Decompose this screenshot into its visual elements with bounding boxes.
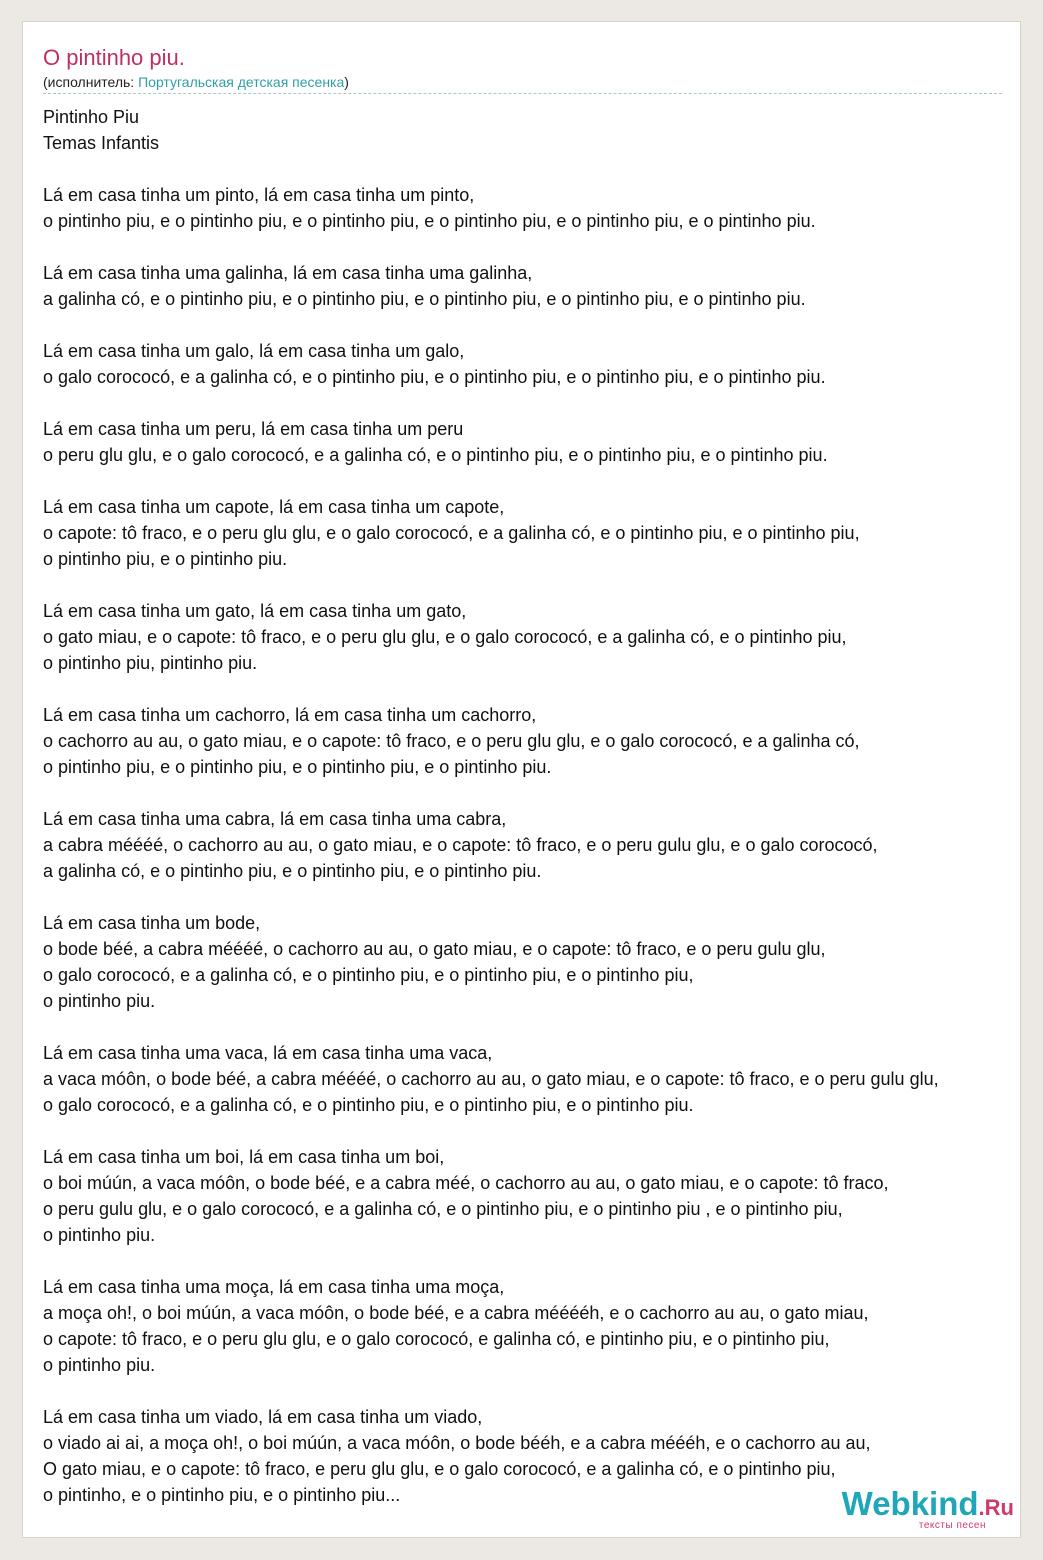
stanza bbox=[43, 598, 939, 676]
stanza bbox=[43, 416, 939, 468]
lyric-line: Lá em casa tinha um gato, lá em casa tinha um gato, bbox=[43, 601, 467, 621]
lyric-line: o capote: tô fraco, e o peru glu glu, e o galo corococó, e galinha có, e pintinho piu, e o pintinho piu, bbox=[43, 1329, 830, 1349]
lyric-line: O gato miau, e o capote: tô fraco, e peru glu glu, e o galo corococó, e a galinha có, e o pintinho piu, bbox=[43, 1459, 836, 1479]
stanza bbox=[43, 1040, 939, 1118]
stanza bbox=[43, 494, 939, 572]
stanza bbox=[43, 806, 939, 884]
logo-tld: .Ru bbox=[978, 1495, 1014, 1520]
lyric-line: Lá em casa tinha uma galinha, lá em casa tinha uma galinha, bbox=[43, 263, 533, 283]
lyric-line: o galo corococó, e a galinha có, e o pintinho piu, e o pintinho piu, e o pintinho piu, bbox=[43, 965, 694, 985]
lyric-line: o pintinho piu, e o pintinho piu, e o pintinho piu, e o pintinho piu, e o pintinho piu, e o pintinho piu. bbox=[43, 211, 816, 231]
lyric-line: o pintinho, e o pintinho piu, e o pintinho piu... bbox=[43, 1485, 401, 1505]
stanza bbox=[43, 338, 939, 390]
lyric-line: o pintinho piu. bbox=[43, 1355, 156, 1375]
stanza-gap bbox=[43, 1248, 939, 1274]
logo-wordmark: Webkind bbox=[841, 1485, 979, 1522]
lyric-line: a galinha có, e o pintinho piu, e o pintinho piu, e o pintinho piu. bbox=[43, 861, 542, 881]
lyric-line: a vaca móôn, o bode béé, a cabra méééé, o cachorro au au, o gato miau, e o capote: tô fraco, e o peru gulu glu, bbox=[43, 1069, 939, 1089]
lyric-line: Lá em casa tinha uma vaca, lá em casa tinha uma vaca, bbox=[43, 1043, 493, 1063]
stanza bbox=[43, 260, 939, 312]
stanza-gap bbox=[43, 1378, 939, 1404]
stanza-gap bbox=[43, 468, 939, 494]
lyric-line: Lá em casa tinha uma moça, lá em casa tinha uma moça, bbox=[43, 1277, 505, 1297]
stanza bbox=[43, 1274, 939, 1378]
lyric-line: o pintinho piu. bbox=[43, 991, 156, 1011]
lyric-line: Lá em casa tinha um galo, lá em casa tinha um galo, bbox=[43, 341, 465, 361]
lyric-line: o viado ai ai, a moça oh!, o boi múún, a vaca móôn, o bode bééh, e a cabra méééh, e o cachorro au au, bbox=[43, 1433, 871, 1453]
lyric-line: Lá em casa tinha um capote, lá em casa tinha um capote, bbox=[43, 497, 505, 517]
artist-link[interactable]: Португальская детская песенка bbox=[138, 74, 345, 90]
stanza-gap bbox=[43, 884, 939, 910]
lyric-line: Lá em casa tinha um viado, lá em casa tinha um viado, bbox=[43, 1407, 483, 1427]
lyric-line: Lá em casa tinha um bode, bbox=[43, 913, 261, 933]
lyric-line: o bode béé, a cabra méééé, o cachorro au au, o gato miau, e o capote: tô fraco, e o peru gulu glu, bbox=[43, 939, 826, 959]
stanza-gap bbox=[43, 156, 939, 182]
lyric-line: o pintinho piu, pintinho piu. bbox=[43, 653, 258, 673]
stanza bbox=[43, 104, 939, 156]
byline-suffix: ) bbox=[344, 74, 349, 90]
dashed-divider bbox=[43, 93, 1002, 94]
stanza-gap bbox=[43, 1014, 939, 1040]
stanza-gap bbox=[43, 676, 939, 702]
stanza-gap bbox=[43, 390, 939, 416]
lyric-line: o pintinho piu, e o pintinho piu. bbox=[43, 549, 288, 569]
lyric-line: Lá em casa tinha um pinto, lá em casa tinha um pinto, bbox=[43, 185, 475, 205]
stanza bbox=[43, 1404, 939, 1508]
stanza bbox=[43, 910, 939, 1014]
stanza-gap bbox=[43, 312, 939, 338]
lyric-line: o peru gulu glu, e o galo corococó, e a galinha có, e o pintinho piu, e o pintinho piu , e o pintinho piu, bbox=[43, 1199, 843, 1219]
lyric-line: o boi múún, a vaca móôn, o bode béé, e a cabra méé, o cachorro au au, o gato miau, e o capote: tô fraco, bbox=[43, 1173, 889, 1193]
lyric-line: o capote: tô fraco, e o peru glu glu, e o galo corococó, e a galinha có, e o pintinho piu, e o pintinho piu, bbox=[43, 523, 860, 543]
artist-byline bbox=[43, 73, 349, 91]
lyric-line: Lá em casa tinha um cachorro, lá em casa tinha um cachorro, bbox=[43, 705, 537, 725]
lyric-line: o galo corococó, e a galinha có, e o pintinho piu, e o pintinho piu, e o pintinho piu, e o pintinho piu. bbox=[43, 367, 826, 387]
lyric-line: o pintinho piu, e o pintinho piu, e o pintinho piu, e o pintinho piu. bbox=[43, 757, 552, 777]
lyric-line: o gato miau, e o capote: tô fraco, e o peru glu glu, e o galo corococó, e a galinha có, e o pintinho piu, bbox=[43, 627, 847, 647]
lyric-line: a moça oh!, o boi múún, a vaca móôn, o bode béé, e a cabra mééééh, e o cachorro au au, o gato miau, bbox=[43, 1303, 869, 1323]
lyric-line: a galinha có, e o pintinho piu, e o pintinho piu, e o pintinho piu, e o pintinho piu, e o pintinho piu. bbox=[43, 289, 806, 309]
stanza bbox=[43, 702, 939, 780]
lyric-line: Lá em casa tinha um peru, lá em casa tinha um peru bbox=[43, 419, 464, 439]
stanza-gap bbox=[43, 1118, 939, 1144]
lyric-line: o peru glu glu, e o galo corococó, e a galinha có, e o pintinho piu, e o pintinho piu, e o pintinho piu. bbox=[43, 445, 828, 465]
lyric-line: o galo corococó, e a galinha có, e o pintinho piu, e o pintinho piu, e o pintinho piu. bbox=[43, 1095, 694, 1115]
lyric-line: Pintinho Piu bbox=[43, 107, 140, 127]
logo-tagline: тексты песен bbox=[918, 1520, 986, 1531]
song-title: O pintinho piu. bbox=[43, 45, 185, 70]
byline-prefix: (исполнитель: bbox=[43, 74, 139, 90]
site-logo[interactable] bbox=[842, 1487, 1014, 1531]
lyric-line: o pintinho piu. bbox=[43, 1225, 156, 1245]
lyric-line: a cabra méééé, o cachorro au au, o gato miau, e o capote: tô fraco, e o peru gulu glu, e o galo corococó, bbox=[43, 835, 878, 855]
lyric-line: Lá em casa tinha uma cabra, lá em casa tinha uma cabra, bbox=[43, 809, 507, 829]
stanza-gap bbox=[43, 234, 939, 260]
lyric-line: o cachorro au au, o gato miau, e o capote: tô fraco, e o peru glu glu, e o galo corococó, e a galinha có, bbox=[43, 731, 860, 751]
lyric-line: Lá em casa tinha um boi, lá em casa tinha um boi, bbox=[43, 1147, 445, 1167]
stanza bbox=[43, 1144, 939, 1248]
stanza-gap bbox=[43, 572, 939, 598]
stanza-gap bbox=[43, 780, 939, 806]
stanza bbox=[43, 182, 939, 234]
lyric-line: Temas Infantis bbox=[43, 133, 160, 153]
lyrics-text bbox=[43, 104, 939, 1508]
lyrics-card bbox=[22, 21, 1021, 1538]
